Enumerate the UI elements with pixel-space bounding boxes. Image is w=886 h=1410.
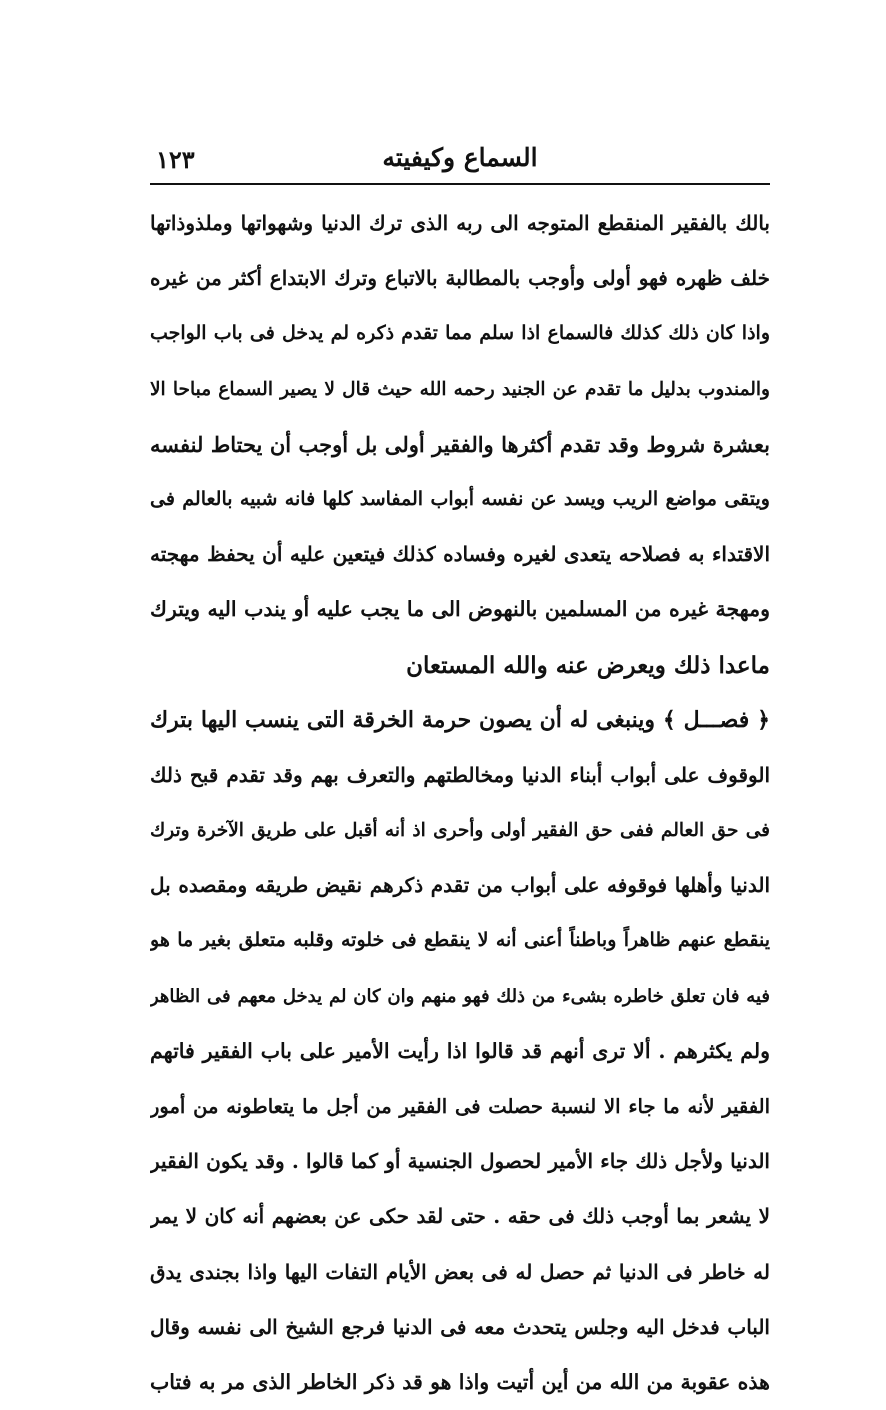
text-line: ولم يكثرهم . ألا ترى أنهم قد قالوا اذا رأيت الأمير على باب الفقير فاتهم (150, 1038, 770, 1063)
text-line: ينقطع عنهم ظاهراً وباطناً أعنى أنه لا ينقطع فى خلوته وقلبه متعلق بغير ما هو (150, 929, 770, 952)
text-line: ومهجة غيره من المسلمين بالنهوض الى ما يجب عليه أو يندب اليه ويترك (150, 597, 770, 622)
text-line: واذا كان ذلك كذلك فالسماع اذا سلم مما تقدم ذكره لم يدخل فى باب الواجب (150, 322, 770, 345)
text-line: خلف ظهره فهو أولى وأوجب بالمطالبة بالاتباع وترك الابتداع أكثر من غيره (150, 266, 770, 291)
text-line: الدنيا وأهلها فوقوفه على أبواب من تقدم ذكرهم نقيض طريقه ومقصده بل (150, 873, 770, 898)
text-line: له خاطر فى الدنيا ثم حصل له فى بعض الأيام التفات اليها واذا بجندى يدق (150, 1259, 770, 1284)
text-line: بالك بالفقير المنقطع المتوجه الى ربه الذى ترك الدنيا وشهواتها وملذوذاتها (150, 211, 770, 235)
page-number: ١٢٣ (156, 145, 195, 174)
header-divider (150, 183, 770, 185)
text-line: لا يشعر بما أوجب ذلك فى حقه . حتى لقد حكى عن بعضهم أنه كان لا يمر (150, 1204, 770, 1229)
text-line: الاقتداء به فصلاحه يتعدى لغيره وفساده كذلك فيتعين عليه أن يحفظ مهجته (150, 542, 770, 567)
text-line: هذه عقوبة من الله من أين أتيت واذا هو قد ذكر الخاطر الذى مر به فتاب (150, 1369, 770, 1394)
text-line: بعشرة شروط وقد تقدم أكثرها والفقير أولى بل أوجب أن يحتاط لنفسه (150, 431, 770, 457)
running-title: السماع وكيفيته (382, 143, 538, 172)
text-line: الباب فدخل اليه وجلس يتحدث معه فى الدنيا فرجع الشيخ الى نفسه وقال (150, 1314, 770, 1339)
text-line: ويتقى مواضع الريب ويسد عن نفسه أبواب المفاسد كلها فانه شبيه بالعالم فى (150, 487, 770, 510)
section-heading-line: ﴿ فصـــل ﴾ وينبغى له أن يصون حرمة الخرقة التى ينسب اليها بترك (150, 706, 770, 733)
text-line: فيه فان تعلق خاطره بشىء من ذلك فهو منهم وان كان لم يدخل معهم فى الظاهر (150, 985, 770, 1007)
paragraph-end-line: ماعدا ذلك ويعرض عنه والله المستعان (406, 651, 770, 679)
text-line: الدنيا ولأجل ذلك جاء الأمير لحصول الجنسية أو كما قالوا . وقد يكون الفقير (150, 1149, 770, 1174)
text-line: الوقوف على أبواب أبناء الدنيا ومخالطتهم والتعرف بهم وقد تقدم قبح ذلك (150, 762, 770, 787)
text-line: فى حق العالم ففى حق الفقير أولى وأحرى اذ أنه أقبل على طريق الآخرة وترك (150, 820, 770, 842)
page-header (150, 138, 770, 182)
body-text (150, 196, 770, 1410)
text-line: الفقير لأنه ما جاء الا لنسبة حصلت فى الفقير من أجل ما يتعاطونه من أمور (150, 1095, 770, 1118)
text-line: والمندوب بدليل ما تقدم عن الجنيد رحمه الله حيث قال لا يصير السماع مباحا الا (150, 378, 770, 400)
